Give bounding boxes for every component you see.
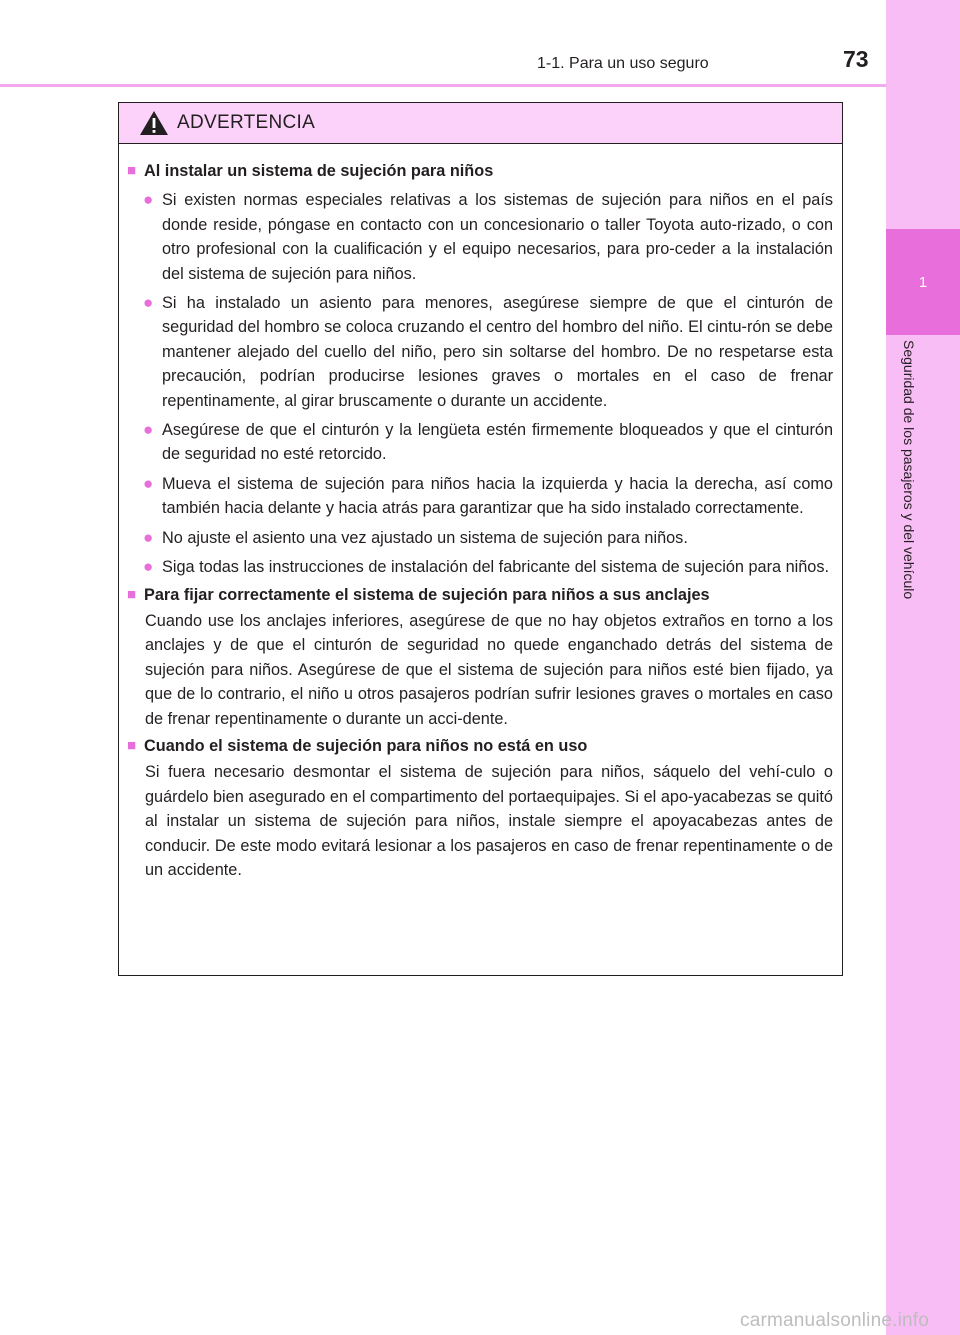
chapter-number: 1 [918,273,928,291]
section-heading [127,734,833,758]
chapter-title: Seguridad de los pasajeros y del vehículo [901,340,917,600]
list-item-text: Siga todas las instrucciones de instalación del fabricante del sistema de sujeción para niños. [162,558,830,577]
header-divider [0,84,886,87]
section-title: Cuando el sistema de sujeción para niños no está en uso [144,736,588,755]
circle-bullet-icon: ● [143,190,154,210]
list-item [127,291,833,413]
list-item [127,555,833,579]
warning-triangle-icon [139,110,169,136]
list-item [127,472,833,521]
square-bullet-icon: ■ [127,585,137,603]
warning-title: ADVERTENCIA [177,112,316,133]
warning-body [119,144,842,882]
circle-bullet-icon: ● [143,473,154,493]
circle-bullet-icon: ● [143,293,154,313]
section-title: Al instalar un sistema de sujeción para niños [144,162,494,180]
page-number: 73 [843,46,869,72]
section-title: Para fijar correctamente el sistema de sujeción para niños a sus anclajes [144,585,710,604]
circle-bullet-icon: ● [143,420,154,440]
circle-bullet-icon: ● [143,557,154,577]
list-item-text: Mueva el sistema de sujeción para niños hacia la izquierda y hacia la derecha, así como también hacia delante y hacia atrás para garantizar que ha sido instalado correctamente. [162,474,833,518]
watermark-logo: carmanualsonline.info [740,1310,930,1331]
list-item [127,188,833,286]
list-item [127,526,833,550]
section-paragraph: Cuando use los anclajes inferiores, asegúrese de que no hay objetos extraños en torno a los anclajes y de que el cinturón de seguridad no quede enganchado detrás del sistema de sujeción para niños. Asegúrese de que el sistema de sujeción para niños esté bien fijado, ya que de lo contrario, el niño u otros pasajeros podrían sufrir lesiones graves o mortales en caso de frenar repentinamente o durante un acci-dente. [145,611,833,728]
list-item-text: Si ha instalado un asiento para menores, asegúrese siempre de que el cinturón de seguridad del hombro se coloca cruzando el centro del hombro del niño. El cintu-rón se debe mantener alejado del cuello del niño, pero sin soltarse del hombro. De no respetarse esta precaución, podrían producirse lesiones graves o mortales en el caso de frenar repentinamente, al girar bruscamente o durante un accidente. [162,294,833,410]
section-heading [127,159,833,183]
section-paragraph: Si fuera necesario desmontar el sistema de sujeción para niños, sáquelo del vehí-culo o guárdelo bien asegurado en el compartimento del portaequipajes. Si el apo-yacabezas se quitó al instalar un sistema de sujeción para niños, instale siempre el apoyacabezas antes de conducir. De este modo evitará lesionar a los pasajeros en caso de frenar repentinamente o de un accidente. [145,763,833,879]
section-heading [127,583,833,607]
square-bullet-icon: ■ [127,736,137,754]
warning-header [119,103,842,144]
list-item-text: Si existen normas especiales relativas a los sistemas de sujeción para niños en el país donde reside, póngase en contacto con un concesionario o taller Toyota auto-rizado, o con otro profesional con la cualificación y el equipo necesarios, para pro-ceder a la instalación del sistema de sujeción para niños. [162,191,833,283]
circle-bullet-icon: ● [143,527,154,547]
warning-box [118,102,843,976]
square-bullet-icon: ■ [127,162,137,179]
list-item-text: No ajuste el asiento una vez ajustado un sistema de sujeción para niños. [162,528,688,547]
chapter-number-tab[interactable] [886,229,960,335]
section-label: 1-1. Para un uso seguro [537,55,709,72]
list-item [127,418,833,467]
list-item-text: Asegúrese de que el cinturón y la lengüeta estén firmemente bloqueados y que el cinturón de seguridad no esté retorcido. [162,421,833,464]
